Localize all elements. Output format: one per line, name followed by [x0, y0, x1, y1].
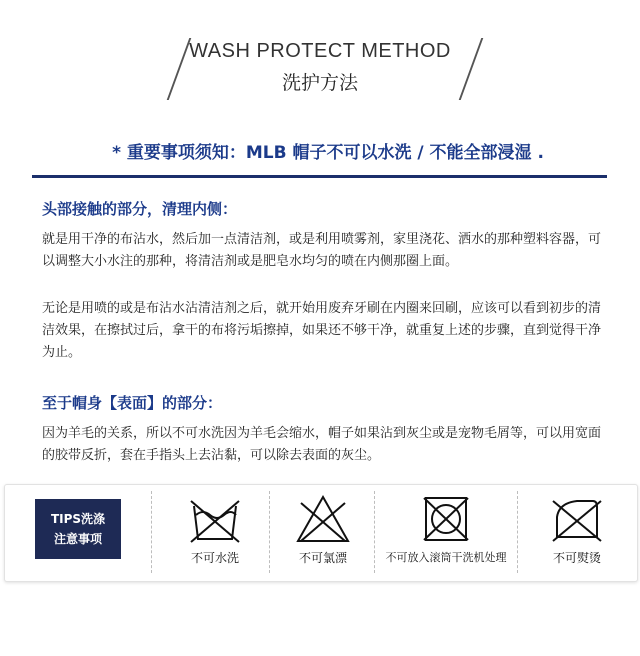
section-heading-surface: 至于帽身【表面】的部分：: [42, 394, 223, 412]
divider: [151, 491, 152, 573]
no-wash-icon: [185, 493, 245, 545]
care-item-no-bleach: [283, 493, 363, 566]
divider-rule: [32, 175, 607, 178]
care-label-no-iron: 不可熨烫: [552, 551, 601, 565]
divider: [517, 491, 518, 573]
paragraph-inner-2: 无论是用喷的或是布沾水沾清洁剂之后，就开始用废弃牙刷在内圈来回刷，应该可以看到初步的清洁效果，在擦拭过后，拿干的布将污垢擦掉，如果还不够干净，就重复上述的步骤，直到觉得干净为止。: [42, 301, 602, 360]
no-tumble-dry-icon: [416, 493, 476, 545]
care-label-no-wash: 不可水洗: [190, 551, 239, 565]
title-english: WASH PROTECT METHOD: [189, 40, 451, 62]
title-chinese: 洗护方法: [281, 72, 358, 94]
page-header: [0, 30, 640, 100]
care-item-no-wash: [177, 493, 253, 566]
divider: [374, 491, 375, 573]
no-iron-icon: [547, 493, 607, 545]
paragraph-surface-1: 因为羊毛的关系，所以不可水洗因为羊毛会缩水，帽子如果沾到灰尘或是宠物毛屑等，可以用宽面的胶带反折，套在手指头上去沾黏，可以除去表面的灰尘。: [42, 426, 602, 463]
tips-badge: [35, 499, 121, 559]
care-item-no-tumble-dry: [379, 493, 513, 565]
important-notice: * 重要事项须知：MLB 帽子不可以水洗 / 不能全部浸湿 .: [112, 143, 544, 163]
care-item-no-iron: [539, 493, 615, 566]
tips-badge-line2: 注意事项: [53, 532, 102, 546]
care-label-no-tumble-dry: 不可放入滚筒干洗机处理: [385, 551, 507, 564]
section-heading-inner: 头部接触的部分，清理内侧：: [42, 200, 238, 218]
no-bleach-icon: [293, 493, 353, 545]
tips-panel: [4, 484, 638, 582]
divider: [269, 491, 270, 573]
care-label-no-bleach: 不可氯漂: [298, 551, 347, 565]
paragraph-inner-1: 就是用干净的布沾水，然后加一点清洁剂，或是利用喷雾剂，家里浇花、洒水的那种塑料容器，可以调整大小水注的那种，将清洁剂或是肥皂水均匀的喷在内侧那圈上面。: [42, 232, 602, 269]
tips-badge-line1: TIPS洗涤: [50, 512, 106, 526]
